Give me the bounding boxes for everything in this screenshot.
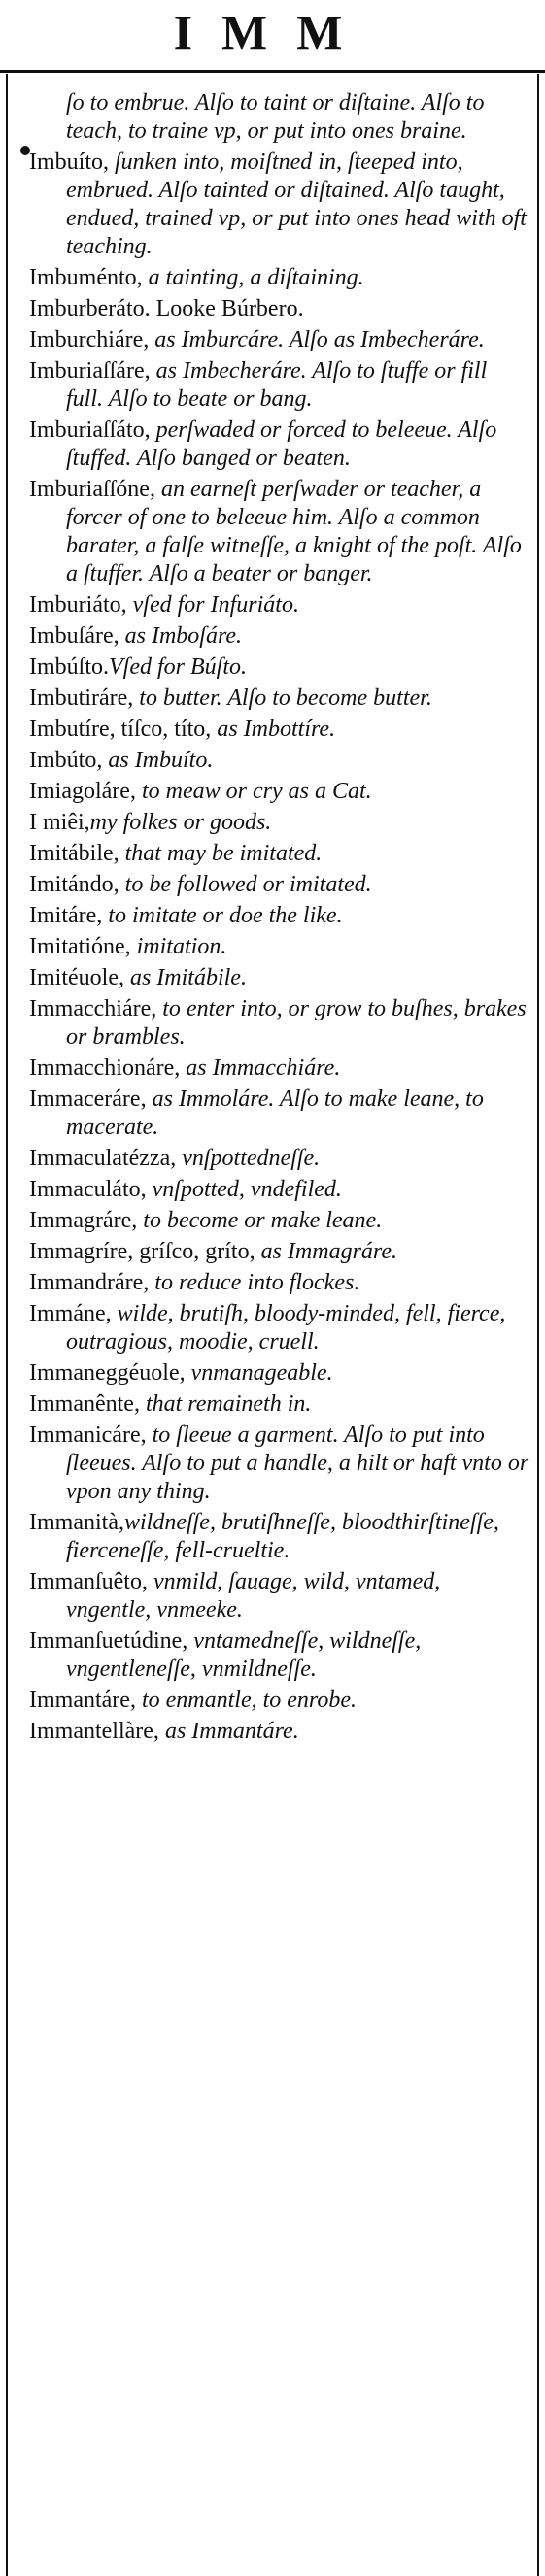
dictionary-entry <box>29 89 529 146</box>
entry-definition: a tainting, a diſtaining. <box>142 265 364 290</box>
entry-headword: Imbúto, <box>29 748 103 773</box>
dictionary-entry <box>29 357 529 414</box>
dictionary-entry <box>29 417 529 473</box>
entry-definition: to butter. Alſo to become butter. <box>133 686 432 711</box>
column-right-rule <box>537 74 539 2576</box>
entry-definition: imitation. <box>130 934 227 959</box>
entry-headword: Immanſuetúdine, <box>29 1628 188 1654</box>
entry-definition: ſo to embrue. Alſo to taint or diſtaine. Alſo to teach, to traine vp, or put into ones braine. <box>66 90 485 144</box>
dictionary-entry <box>29 1687 529 1715</box>
entry-headword: Immaneggéuole, <box>29 1360 186 1386</box>
column-left-rule <box>6 74 8 2576</box>
entry-definition: as Immantáre. <box>158 1719 299 1744</box>
entry-headword: Immaceráre, <box>29 1087 147 1112</box>
entry-headword: Immagráre, <box>29 1208 138 1233</box>
entry-headword: Imbuménto, <box>29 265 143 290</box>
entry-definition: to ſleeue a garment. Alſo to put into ſleeues. Alſo to put a handle, a hilt or haft vnto or vpon any thing. <box>66 1422 529 1504</box>
entry-definition: vnſpottedneſſe. <box>176 1146 321 1171</box>
entry-headword: Imburchiáre, <box>29 327 150 352</box>
entry-definition: an earneſt perſwader or teacher, a forcer of one to beleeue him. Alſo a common barater, a falſe witneſſe, a knight of the poſt. Alſo a ſtuffer. Alſo a beater or banger. <box>66 477 522 586</box>
entry-headword: Imbúſto. <box>29 654 109 680</box>
entry-definition: to enter into, or grow to buſhes, brakes or brambles. <box>66 996 527 1050</box>
entry-headword: Imitábile, <box>29 841 119 866</box>
entry-definition: that may be imitated. <box>119 841 323 866</box>
dictionary-entry <box>29 778 529 806</box>
entry-definition: as Imburcáre. Alſo as Imbecheráre. <box>149 327 485 352</box>
dictionary-entry <box>29 264 529 292</box>
dictionary-entry <box>29 1627 529 1684</box>
dictionary-entry <box>29 1176 529 1204</box>
dictionary-entry <box>29 840 529 868</box>
entry-definition: as Imbottíre. <box>211 717 336 742</box>
dictionary-entry <box>29 995 529 1052</box>
entry-definition: to meaw or cry as a Cat. <box>135 779 372 804</box>
entry-headword: Imitatióne, <box>29 934 131 959</box>
entry-definition: that remaineth in. <box>139 1391 312 1417</box>
entry-headword: Imitáre, <box>29 903 103 928</box>
entry-definition: vntamedneſſe, wildneſſe, vngentleneſſe, vnmildneſſe. <box>66 1628 422 1682</box>
dictionary-entry <box>29 1568 529 1624</box>
dictionary-entry <box>29 622 529 651</box>
dictionary-entry <box>29 1207 529 1235</box>
dictionary-entry <box>29 1086 529 1142</box>
entry-headword: Imbutiráre, <box>29 686 134 711</box>
entry-headword: Imiagoláre, <box>29 779 136 804</box>
dictionary-entry <box>29 933 529 961</box>
entry-definition: Vſed for Búſto. <box>109 654 247 680</box>
entry-definition: vnmanageable. <box>185 1360 333 1386</box>
entry-headword: Imburiáto, <box>29 592 127 618</box>
header-letter: M <box>221 5 297 59</box>
entry-headword: Immacchiáre, <box>29 996 157 1021</box>
dictionary-entry <box>29 1509 529 1565</box>
dictionary-entry <box>29 149 529 261</box>
dictionary-entry <box>29 591 529 619</box>
entry-definition: to imitate or doe the like. <box>102 903 343 928</box>
entry-definition: as Immacchiáre. <box>180 1055 341 1081</box>
dictionary-entry <box>29 1422 529 1506</box>
dictionary-entry <box>29 1238 529 1266</box>
entry-definition: as Imitábile. <box>123 965 247 990</box>
entry-headword: Imitándo, <box>29 872 119 897</box>
entry-headword: Imbuíto, <box>29 150 109 175</box>
entry-definition: as Imboſáre. <box>119 623 243 649</box>
entry-headword: Imburiaſſáre, <box>29 358 151 384</box>
dictionary-entry <box>29 809 529 837</box>
entry-definition: wilde, brutiſh, bloody-minded, fell, fierce, outragious, moodie, cruell. <box>66 1301 506 1355</box>
dictionary-entry <box>29 295 529 323</box>
entry-definition: as Immoláre. Alſo to make leane, to macerate. <box>66 1087 484 1140</box>
entry-headword: Imbuſáre, <box>29 623 119 649</box>
entry-definition: vnmild, ſauage, wild, vntamed, vngentle, vnmeeke. <box>66 1569 441 1623</box>
page-header <box>0 0 545 64</box>
dictionary-entry <box>29 1718 529 1746</box>
entry-definition: my folkes or goods. <box>89 810 272 835</box>
entry-definition: to reduce into flockes. <box>149 1270 360 1295</box>
entry-definition: vſed for Infuriáto. <box>126 592 299 618</box>
entry-definition: to be followed or imitated. <box>119 872 372 897</box>
dictionary-entry <box>29 1145 529 1173</box>
dictionary-entry <box>29 476 529 588</box>
entry-headword: Immanità, <box>29 1510 124 1535</box>
entry-headword: Imburberáto. Looke Búrbero. <box>29 296 304 321</box>
entry-definition: to enmantle, to enrobe. <box>135 1688 358 1713</box>
entry-definition: to become or make leane. <box>137 1208 383 1233</box>
entry-headword: Immaculatézza, <box>29 1146 177 1171</box>
dictionary-entry <box>29 326 529 354</box>
header-letter: M <box>296 5 372 59</box>
entry-headword: Immaculáto, <box>29 1177 147 1202</box>
dictionary-entry <box>29 653 529 682</box>
entry-headword: Immantáre, <box>29 1688 136 1713</box>
dictionary-entry <box>29 1359 529 1388</box>
entry-headword: Immagríre, gríſco, gríto, <box>29 1239 255 1264</box>
dictionary-entry <box>29 902 529 930</box>
dictionary-entry <box>29 964 529 992</box>
dictionary-entry <box>29 1054 529 1083</box>
entry-headword: Immanſuêto, <box>29 1569 148 1594</box>
entry-headword: Immandráre, <box>29 1270 150 1295</box>
entry-definition: vnſpotted, vndefiled. <box>146 1177 342 1202</box>
dictionary-entry <box>29 716 529 744</box>
dictionary-entry <box>29 1269 529 1297</box>
entry-definition: perſwaded or forced to beleeue. Alſo ſtuffed. Alſo banged or beaten. <box>66 418 497 471</box>
entry-headword: Imitéuole, <box>29 965 124 990</box>
entry-headword: Imbutíre, tíſco, títo, <box>29 717 212 742</box>
header-rule <box>0 70 545 73</box>
entry-definition: as Immagráre. <box>255 1239 398 1264</box>
entry-definition: wildneſſe, brutiſhneſſe, bloodthirſtineſſe, fierceneſſe, fell-crueltie. <box>66 1510 499 1563</box>
header-letter: I <box>173 5 222 59</box>
entry-definition: ſunken into, moiſtned in, ſteeped into, embrued. Alſo tainted or diſtained. Alſo taught, endued, trained vp, or put into ones head with oft teaching. <box>66 150 527 259</box>
entry-headword: Immanênte, <box>29 1391 140 1417</box>
entry-definition: as Imbecheráre. Alſo to ſtuffe or fill full. Alſo to beate or bang. <box>66 358 488 412</box>
dictionary-entry <box>29 1300 529 1356</box>
entry-headword: Immacchionáre, <box>29 1055 181 1081</box>
entry-definition: as Imbuíto. <box>102 748 214 773</box>
entry-list <box>29 89 529 1749</box>
dictionary-entry <box>29 685 529 713</box>
entry-headword: Immáne, <box>29 1301 112 1326</box>
entry-headword: Imburiaſſáto, <box>29 418 151 443</box>
entry-headword: Immantellàre, <box>29 1719 159 1744</box>
dictionary-entry <box>29 1390 529 1419</box>
entry-headword: Immanicáre, <box>29 1422 147 1448</box>
dictionary-entry <box>29 747 529 775</box>
entry-headword: I miêi, <box>29 810 90 835</box>
entry-headword: Imburiaſſóne, <box>29 477 155 502</box>
dictionary-entry <box>29 871 529 899</box>
